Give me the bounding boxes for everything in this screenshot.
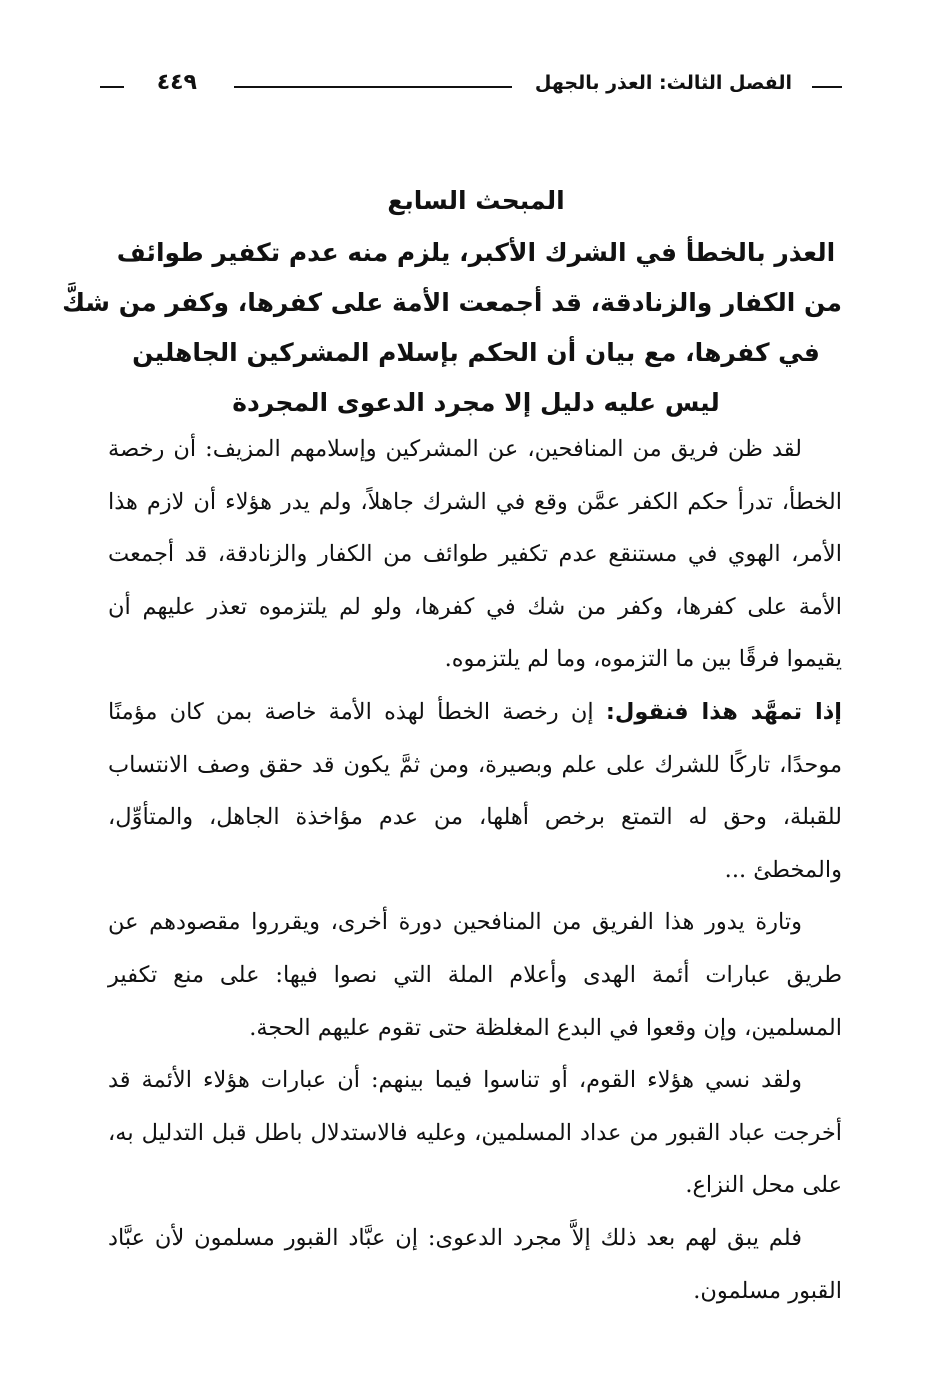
- paragraph-text: فلم يبق لهم بعد ذلك إلاَّ مجرد الدعوى: إن عبَّاد القبور مسلمون لأن عبَّاد القبور مسلمون.: [108, 1224, 842, 1304]
- paragraph-text: لقد ظن فريق من المنافحين، عن المشركين وإسلامهم المزيف: أن رخصة الخطأ، تدرأ حكم الكفر عمَّن وقع في الشرك جاهلاً، ولم يدر هؤلاء أن لازم هذا الأمر، الهوي في مستنقع عدم تكفير طوائف من الكفار والزنادقة، قد أجمعت الأمة على كفرها، وكفر من شك في كفرها، ولو لم يلتزموه تعذر عليهم أن يقيموا فرقًا بين ما التزموه، وما لم يلتزموه.: [108, 436, 842, 673]
- chapter-title: الفصل الثالث: العذر بالجهل: [534, 72, 792, 94]
- running-header: [100, 70, 842, 106]
- section-label: المبحث السابع: [387, 186, 565, 215]
- section-heading: [62, 176, 842, 428]
- paragraph: [108, 1054, 842, 1212]
- paragraph-lead: إذا تمهَّد هذا فنقول:: [605, 698, 842, 725]
- paragraph-text: إن رخصة الخطأ لهذه الأمة خاصة بمن كان مؤمنًا موحدًا، تاركًا للشرك على علم وبصيرة، ومن ثمَّ يكون قد حقق وصف الانتساب للقبلة، وحق له التمتع برخص أهلها، من عدم مؤاخذة الجاهل، والمتأوِّل، والمخطئ ...: [108, 698, 842, 883]
- body-text: [108, 423, 842, 1317]
- paragraph-text: وتارة يدور هذا الفريق من المنافحين دورة أخرى، ويقرروا مقصودهم عن طريق عبارات أئمة الهدى وأعلام الملة التي نصوا فيها: على منع تكفير المسلمين، وإن وقعوا في البدع المغلظة حتى تقوم عليهم الحجة.: [108, 909, 842, 1041]
- page-number: ٤٤٩: [156, 70, 197, 95]
- header-rule: [234, 86, 512, 88]
- section-title-line: العذر بالخطأ في الشرك الأكبر، يلزم منه عدم تكفير طوائف: [116, 238, 836, 267]
- header-dash-left: [100, 86, 124, 88]
- section-title-line: من الكفار والزنادقة، قد أجمعت الأمة على كفرها، وكفر من شكَّ: [62, 288, 842, 317]
- section-title-line: في كفرها، مع بيان أن الحكم بإسلام المشركين الجاهلين: [132, 338, 820, 367]
- paragraph: [108, 1212, 842, 1317]
- paragraph-text: ولقد نسي هؤلاء القوم، أو تناسوا فيما بينهم: أن عبارات هؤلاء الأئمة قد أخرجت عباد القبور من عداد المسلمين، وعليه فالاستدلال باطل قبل التدليل به، على محل النزاع.: [108, 1067, 842, 1199]
- header-dash-right: [812, 86, 842, 88]
- paragraph: [108, 896, 842, 1054]
- paragraph: [108, 686, 842, 896]
- section-title-line: ليس عليه دليل إلا مجرد الدعوى المجردة: [232, 388, 720, 417]
- paragraph: [108, 423, 842, 686]
